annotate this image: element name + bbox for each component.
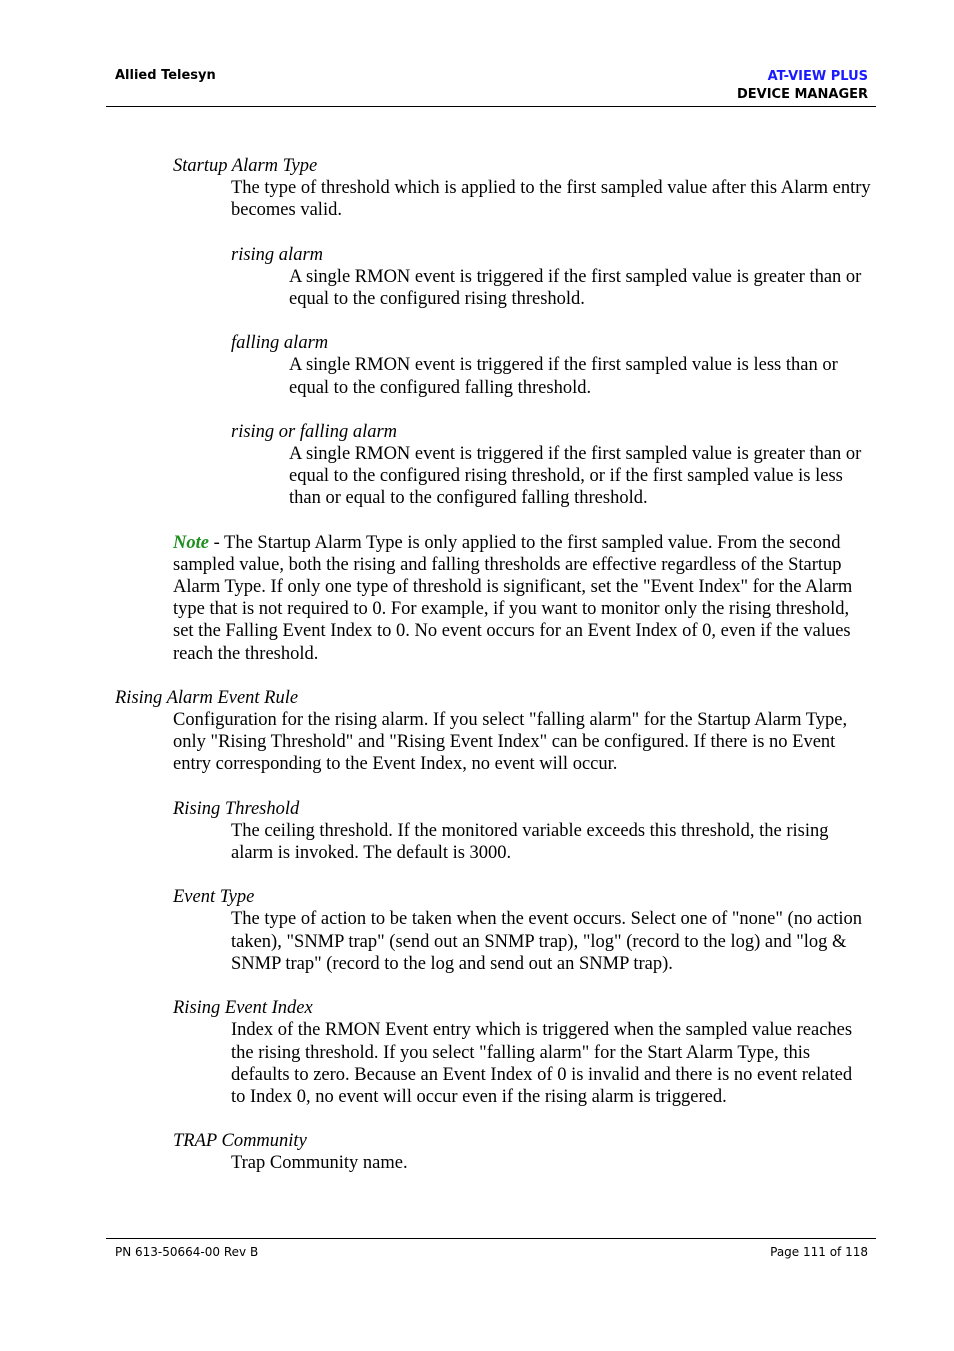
header-rule: [106, 106, 876, 107]
term-rising-event-index: Rising Event Index: [173, 998, 313, 1019]
note-label: Note: [173, 532, 209, 553]
document-body: [0, 155, 954, 1175]
footer-part-number: PN 613-50664-00 Rev B: [115, 1245, 259, 1259]
desc-rising-alarm: A single RMON event is triggered if the first sampled value is greater than or equal to the configured rising threshold.: [289, 266, 862, 310]
header-product: AT-VIEW PLUS: [767, 69, 868, 84]
desc-trap-community: Trap Community name.: [231, 1153, 408, 1174]
note-paragraph: [173, 532, 873, 665]
header-company: Allied Telesyn: [115, 68, 216, 83]
term-rising-alarm-event-rule: Rising Alarm Event Rule: [115, 687, 299, 708]
header-title-block: [737, 68, 868, 104]
desc-rising-event-index: Index of the RMON Event entry which is triggered when the sampled value reaches the rising threshold. If you select "falling alarm" for the Start Alarm Type, this defaults to zero. Because an Event Index of 0 is invalid and there is no event related to Index 0, no event will occur even if the rising alarm is triggered.: [231, 1020, 853, 1107]
term-event-type: Event Type: [173, 887, 255, 908]
desc-event-type: The type of action to be taken when the event occurs. Select one of "none" (no action taken), "SNMP trap" (send out an SNMP trap), "log" (record to the log) and "log & SNMP trap" (record to the log and send out an SNMP trap).: [231, 909, 863, 974]
desc-rising-or-falling-alarm: A single RMON event is triggered if the first sampled value is greater than or equal to the configured rising threshold, or if the first sampled value is less than or equal to the configured falling threshold.: [289, 444, 862, 509]
header-subtitle: DEVICE MANAGER: [736, 87, 868, 102]
desc-falling-alarm: A single RMON event is triggered if the first sampled value is less than or equal to the configured falling threshold.: [289, 355, 838, 398]
footer-page-number: Page 111 of 118: [770, 1245, 868, 1259]
desc-startup-alarm-type: The type of threshold which is applied to the first sampled value after this Alarm entry becomes valid.: [231, 178, 871, 221]
term-startup-alarm-type: Startup Alarm Type: [173, 156, 318, 176]
note-text: - The Startup Alarm Type is only applied to the first sampled value. From the second sampled value, both the rising and falling thresholds are effective regardless of the Startup Alarm Type. If only one type of threshold is significant, set the "Event Index" for the Alarm type that is not required to 0. For example, if you want to monitor only the rising threshold, set the Falling Event Index to 0. No event occurs for an Event Index of 0, even if the values reach the threshold.: [173, 532, 853, 664]
desc-rising-threshold: The ceiling threshold. If the monitored variable exceeds this threshold, the rising alarm is invoked. The default is 3000.: [231, 820, 829, 864]
term-falling-alarm: falling alarm: [231, 333, 329, 354]
desc-rising-alarm-event-rule: Configuration for the rising alarm. If you select "falling alarm" for the Startup Alarm Type, only "Rising Threshold" and "Rising Event Index" can be configured. If there is no Event entry corresponding to the Event Index, no event will occur.: [173, 710, 848, 775]
term-rising-or-falling-alarm: rising or falling alarm: [231, 421, 398, 442]
footer-rule: [106, 1238, 876, 1239]
term-trap-community: TRAP Community: [173, 1131, 307, 1152]
term-rising-threshold: Rising Threshold: [173, 798, 300, 819]
term-rising-alarm: rising alarm: [231, 244, 324, 265]
